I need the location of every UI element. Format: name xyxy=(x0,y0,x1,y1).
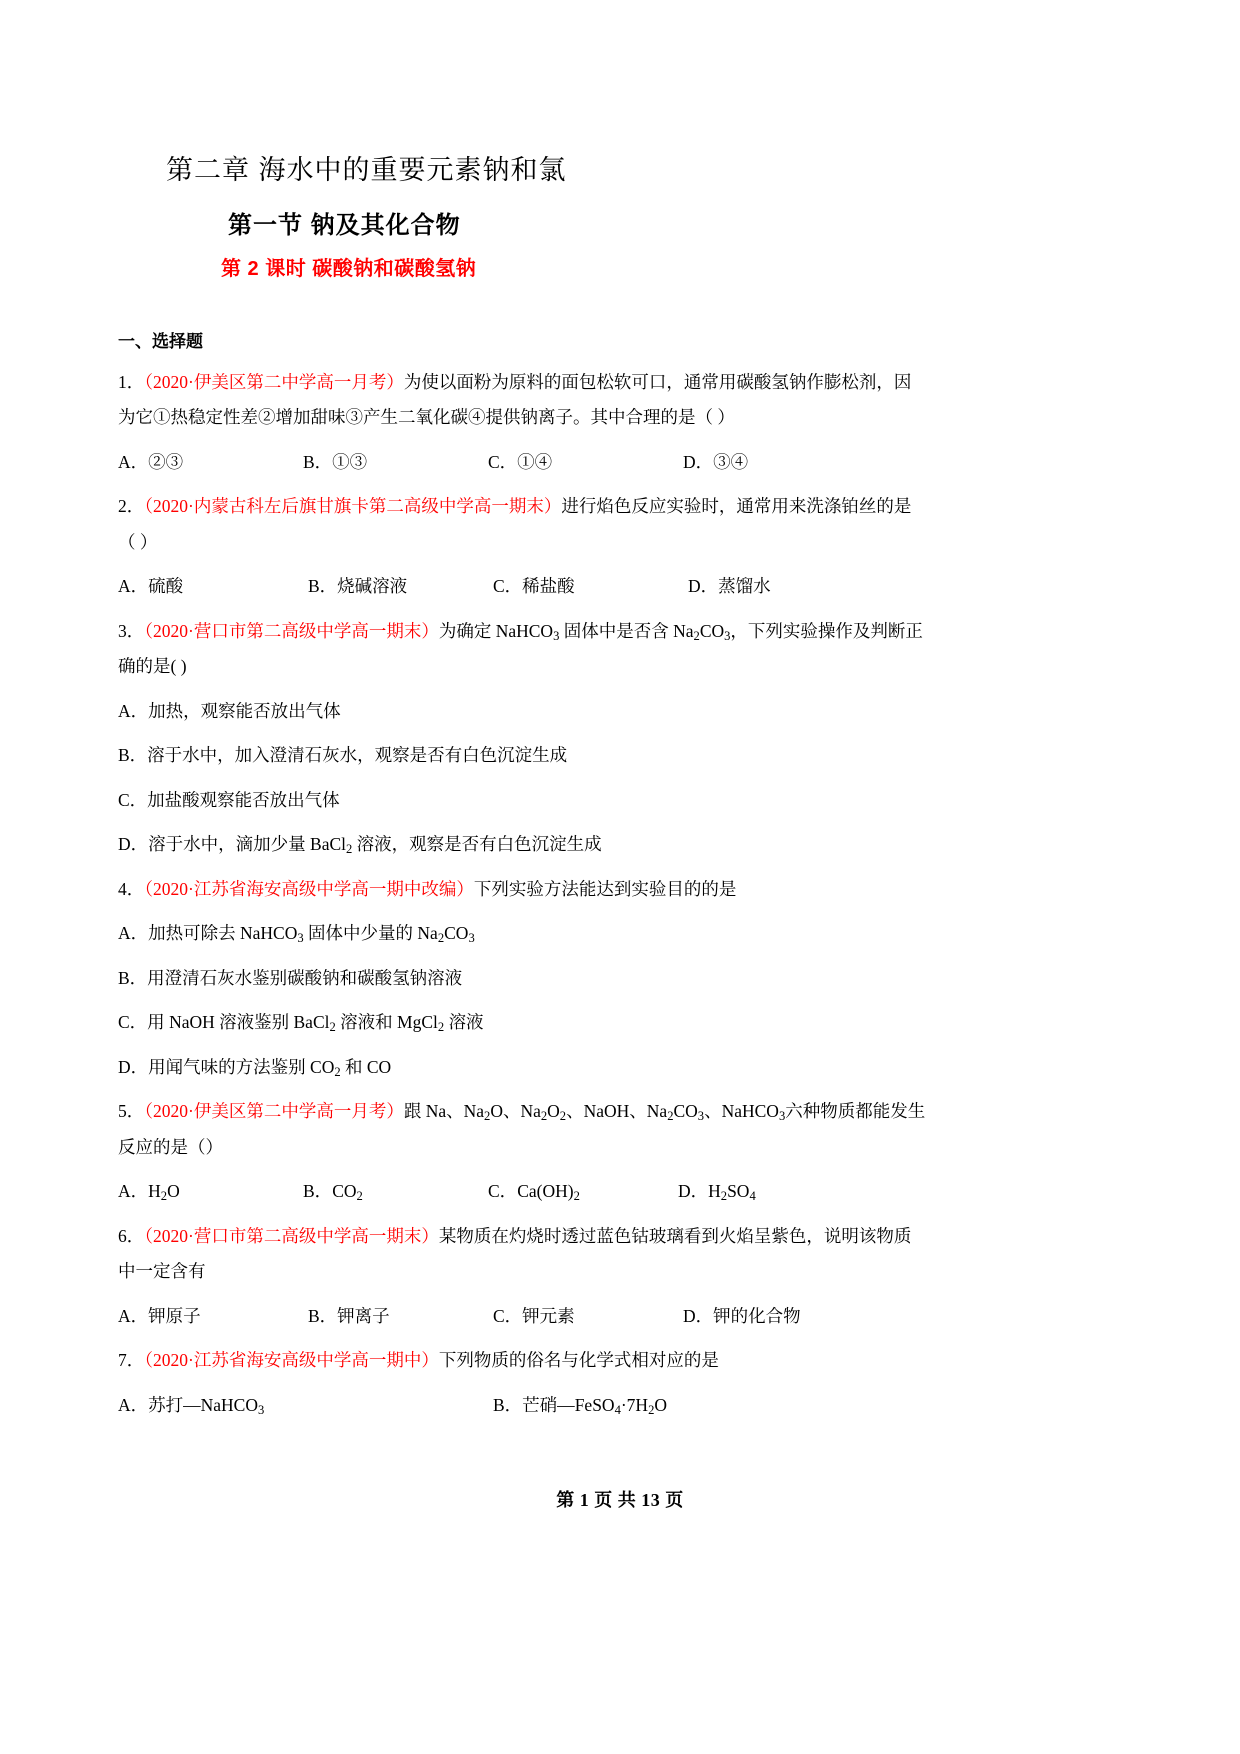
question-1-option-d[interactable]: D．③④ xyxy=(683,451,749,472)
question-3-source: （2020·营口市第二高级中学高一期末） xyxy=(144,620,439,641)
question-1-number: 1． xyxy=(118,371,145,392)
question-1-source: （2020·伊美区第二中学高一月考） xyxy=(144,371,404,392)
question-6-source: （2020·营口市第二高级中学高一期末） xyxy=(144,1225,439,1246)
question-3-option-d[interactable]: D．溶于水中，滴加少量 BaCl$_2$ 溶液，观察是否有白色沉淀生成 xyxy=(118,834,602,856)
question-2-option-b[interactable]: B．烧碱溶液 xyxy=(308,576,408,597)
question-4-option-d[interactable]: D．用闻气味的方法鉴别 $CO_2$ 和 CO xyxy=(118,1056,392,1079)
question-3-stem xyxy=(118,605,1123,650)
question-3-stem-cont: 确的是( ) xyxy=(118,656,187,677)
question-6-stem-cont: 中一定含有 xyxy=(118,1261,206,1282)
question-2-source: （2020·内蒙古科左后旗甘旗卡第二高级中学高一期末） xyxy=(144,496,562,517)
question-3-option-c[interactable]: C．加盐酸观察能否放出气体 xyxy=(118,789,340,810)
question-6-number: 6． xyxy=(118,1225,145,1246)
question-5-option-d[interactable]: D．$H_2SO_4$ xyxy=(678,1181,756,1203)
part-title: 一、选择题 xyxy=(118,331,203,351)
question-7-source: （2020·江苏省海安高级中学高一期中） xyxy=(144,1350,439,1371)
chapter-title: 第二章 海水中的重要元素钠和氯 xyxy=(166,155,567,185)
question-1-option-c[interactable]: C．①④ xyxy=(488,451,553,472)
question-7-options xyxy=(118,1379,1123,1424)
lesson-title: 第 2 课时 碳酸钠和碳酸氢钠 xyxy=(221,257,477,280)
question-4-text-line1: 下列实验方法能达到实验目的的是 xyxy=(473,878,737,899)
question-4-option-a[interactable]: A．加热可除去 NaHCO$_3$ 固体中少量的 $Na_2CO_3$ xyxy=(118,923,475,945)
question-1-option-b[interactable]: B．①③ xyxy=(303,451,368,472)
question-5-option-c[interactable]: C．$Ca(OH)_2$ xyxy=(488,1181,580,1203)
question-6-option-b[interactable]: B．钾离子 xyxy=(308,1305,390,1326)
question-6-option-c[interactable]: C．钾元素 xyxy=(493,1305,575,1326)
question-5-source: （2020·伊美区第二中学高一月考） xyxy=(144,1101,404,1122)
question-4-number: 4． xyxy=(118,878,145,899)
question-7-number: 7． xyxy=(118,1350,145,1371)
question-5-text-line1: 跟 Na、$Na_2O$、$Na_2O_2$、NaOH、$Na_2CO_3$、NaHCO$_3$六种物质都能发生 xyxy=(403,1101,926,1123)
question-5-number: 5． xyxy=(118,1101,145,1122)
question-2-number: 2． xyxy=(118,496,145,517)
question-2-stem-cont: （ ） xyxy=(118,531,158,552)
question-1-option-a[interactable]: A．②③ xyxy=(118,451,184,472)
question-3-number: 3． xyxy=(118,620,145,641)
question-7-option-b[interactable]: B．芒硝$—FeSO_4\cdot 7H_2O$ xyxy=(493,1394,668,1417)
question-4-source: （2020·江苏省海安高级中学高一期中改编） xyxy=(144,878,474,899)
question-2-stem xyxy=(118,480,1123,525)
question-4-stem xyxy=(118,863,1123,908)
question-2-option-c[interactable]: C．稀盐酸 xyxy=(493,576,575,597)
question-4-option-b[interactable]: B．用澄清石灰水鉴别碳酸钠和碳酸氢钠溶液 xyxy=(118,967,463,988)
page-footer: 第 1 页 共 13 页 xyxy=(556,1490,684,1510)
question-2-options xyxy=(118,560,1123,605)
section-title: 第一节 钠及其化合物 xyxy=(228,212,461,240)
question-6-text-line1: 某物质在灼烧时透过蓝色钴玻璃看到火焰呈紫色，说明该物质 xyxy=(438,1225,912,1246)
question-6-options xyxy=(118,1290,1123,1335)
question-6-option-d[interactable]: D．钾的化合物 xyxy=(683,1305,801,1326)
question-2-text-line1: 进行焰色反应实验时，通常用来洗涤铂丝的是 xyxy=(561,496,912,517)
question-1-options xyxy=(118,436,1123,481)
question-1-stem xyxy=(118,354,1123,401)
question-5-options xyxy=(118,1165,1123,1210)
question-4-option-c[interactable]: C．用 NaOH 溶液鉴别 BaCl$_2$ 溶液和 MgCl$_2$ 溶液 xyxy=(118,1012,484,1034)
question-7-option-a[interactable]: A．苏打—NaHCO$_3$ xyxy=(118,1394,265,1417)
page-content xyxy=(118,0,1123,1423)
question-1-stem-cont: 为它①热稳定性差②增加甜味③产生二氧化碳④提供钠离子。其中合理的是（ ） xyxy=(118,407,735,428)
question-2-option-a[interactable]: A．硫酸 xyxy=(118,576,184,597)
question-5-option-a[interactable]: A．$H_2O$ xyxy=(118,1181,180,1203)
question-3-option-a[interactable]: A．加热，观察能否放出气体 xyxy=(118,700,341,721)
question-7-text-line1: 下列物质的俗名与化学式相对应的是 xyxy=(438,1350,719,1371)
question-3-option-b[interactable]: B．溶于水中，加入澄清石灰水，观察是否有白色沉淀生成 xyxy=(118,745,568,766)
question-6-stem xyxy=(118,1210,1123,1255)
question-5-option-b[interactable]: B．$CO_2$ xyxy=(303,1181,363,1203)
question-5-stem xyxy=(118,1085,1123,1130)
question-7-stem xyxy=(118,1334,1123,1379)
question-3-text-line1: 为确定 NaHCO$_3$ 固体中是否含 $Na_2CO_3$，下列实验操作及判断正 xyxy=(438,620,923,643)
question-6-option-a[interactable]: A．钾原子 xyxy=(118,1305,201,1326)
question-2-option-d[interactable]: D．蒸馏水 xyxy=(688,576,771,597)
question-1-text-line1: 为使以面粉为原料的面包松软可口，通常用碳酸氢钠作膨松剂，因 xyxy=(403,371,912,392)
question-5-stem-cont: 反应的是（） xyxy=(118,1136,223,1157)
